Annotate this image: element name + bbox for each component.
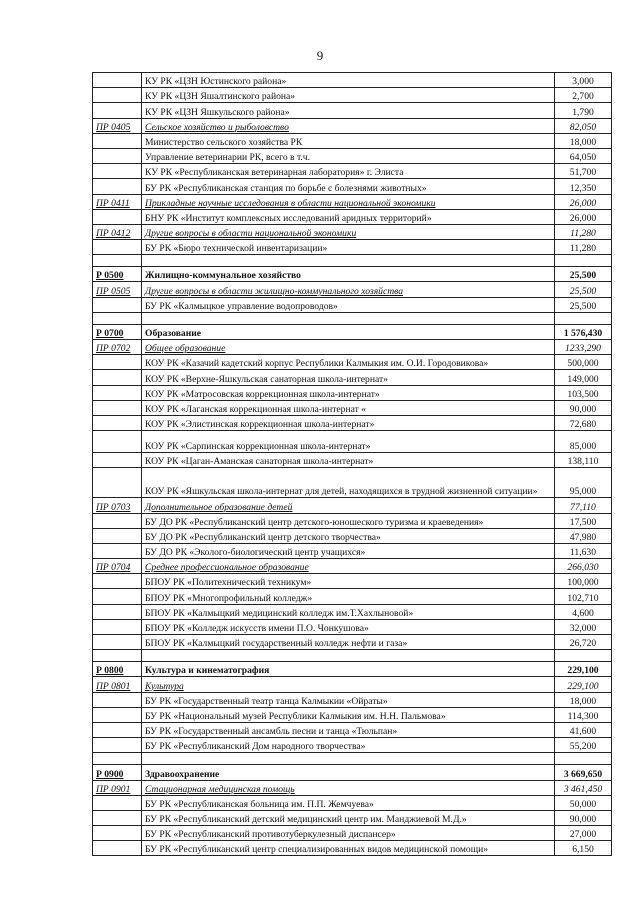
spacer-row: [93, 255, 612, 267]
row-name: БУ РК «Республиканская больница им. П.П. Жемчуева»: [142, 795, 555, 810]
row-name: Стационарная медицинская помощь: [142, 780, 555, 795]
row-name: КОУ РК «Матросовская коррекционная школа-интернат»: [142, 385, 555, 400]
table-row: [93, 513, 612, 528]
row-name: БУ РК «Государственный театр танца Калмыкии «Ойраты»: [142, 692, 555, 707]
table-row: [93, 841, 612, 856]
row-code: [93, 604, 142, 619]
row-code: ПР 0505: [93, 282, 142, 297]
table-row: [93, 88, 612, 103]
row-name: БПОУ РК «Калмыцкий государственный колледж нефти и газа»: [142, 635, 555, 650]
row-amount: 26,000: [555, 209, 612, 224]
subsection-row: [93, 780, 612, 795]
row-code: [93, 543, 142, 558]
section-row: [93, 267, 612, 282]
row-code: ПР 0412: [93, 224, 142, 239]
row-code: Р 0800: [93, 662, 142, 677]
row-code: [93, 826, 142, 841]
row-amount: 25,500: [555, 297, 612, 312]
subsection-row: [93, 224, 612, 239]
row-name: [142, 650, 555, 662]
row-code: [93, 164, 142, 179]
row-code: [93, 312, 142, 324]
table-row: [93, 73, 612, 88]
row-name: КОУ РК «Сарпинская коррекционная школа-интернат»: [142, 431, 555, 453]
table-row: [93, 619, 612, 634]
row-name: БУ РК «Республиканский противотуберкулезный диспансер»: [142, 826, 555, 841]
row-code: [93, 841, 142, 856]
row-code: ПР 0405: [93, 118, 142, 133]
table-row: [93, 400, 612, 415]
row-amount: 50,000: [555, 795, 612, 810]
row-amount: 90,000: [555, 400, 612, 415]
row-amount: 100,000: [555, 574, 612, 589]
row-amount: 41,600: [555, 722, 612, 737]
row-amount: 11,630: [555, 543, 612, 558]
row-amount: 82,050: [555, 118, 612, 133]
row-amount: 72,680: [555, 415, 612, 430]
row-name: Среднее профессиональное образование: [142, 559, 555, 574]
budget-table: [92, 72, 612, 856]
row-code: [93, 73, 142, 88]
row-code: [93, 88, 142, 103]
row-name: БПОУ РК «Многопрофильный колледж»: [142, 589, 555, 604]
row-code: ПР 0411: [93, 194, 142, 209]
row-amount: 25,500: [555, 282, 612, 297]
row-amount: 11,280: [555, 224, 612, 239]
table-row: [93, 707, 612, 722]
page-number: 9: [316, 48, 324, 63]
row-code: [93, 795, 142, 810]
table-row: [93, 179, 612, 194]
row-code: [93, 179, 142, 194]
row-amount: 229,100: [555, 677, 612, 692]
row-amount: 18,000: [555, 133, 612, 148]
table-row: [93, 589, 612, 604]
table-row: [93, 574, 612, 589]
section-row: [93, 324, 612, 339]
row-amount: 32,000: [555, 619, 612, 634]
row-amount: [555, 650, 612, 662]
row-code: [93, 513, 142, 528]
row-amount: 26,000: [555, 194, 612, 209]
spacer-row: [93, 312, 612, 324]
row-amount: 18,000: [555, 692, 612, 707]
row-name: Сельское хозяйство и рыболовство: [142, 118, 555, 133]
row-code: [93, 468, 142, 498]
row-amount: 266,030: [555, 559, 612, 574]
row-name: КУ РК «Республиканская ветеринарная лаборатория» г. Элиста: [142, 164, 555, 179]
subsection-row: [93, 340, 612, 355]
table-row: [93, 355, 612, 370]
row-name: [142, 312, 555, 324]
row-name: Культура: [142, 677, 555, 692]
row-amount: 229,100: [555, 662, 612, 677]
budget-table-body: [93, 73, 612, 856]
row-amount: [555, 255, 612, 267]
row-code: [93, 103, 142, 118]
row-amount: 77,110: [555, 498, 612, 513]
row-name: БНУ РК «Институт комплексных исследований аридных территорий»: [142, 209, 555, 224]
row-name: БУ ДО РК «Республиканский центр детского-юношеского туризма и краеведения»: [142, 513, 555, 528]
table-row: [93, 103, 612, 118]
row-code: ПР 0702: [93, 340, 142, 355]
table-row: [93, 738, 612, 753]
row-name: КУ РК «ЦЗН Юстинского района»: [142, 73, 555, 88]
row-code: [93, 810, 142, 825]
row-amount: 27,000: [555, 826, 612, 841]
row-code: ПР 0901: [93, 780, 142, 795]
row-name: БУ РК «Республиканский центр специализированных видов медицинской помощи»: [142, 841, 555, 856]
row-name: БУ РК «Бюро технической инвентаризации»: [142, 240, 555, 255]
table-row: [93, 722, 612, 737]
row-amount: 12,350: [555, 179, 612, 194]
row-amount: 26,720: [555, 635, 612, 650]
subsection-row: [93, 194, 612, 209]
row-name: КОУ РК «Элистинская коррекционная школа-интернат»: [142, 415, 555, 430]
row-name: БУ РК «Республиканский детский медицинский центр им. Манджиевой М.Д.»: [142, 810, 555, 825]
row-code: ПР 0703: [93, 498, 142, 513]
table-row: [93, 164, 612, 179]
table-row: [93, 810, 612, 825]
row-name: Культура и кинематография: [142, 662, 555, 677]
row-code: Р 0700: [93, 324, 142, 339]
row-code: [93, 453, 142, 468]
row-code: [93, 707, 142, 722]
table-row: [93, 240, 612, 255]
row-amount: 17,500: [555, 513, 612, 528]
table-row: [93, 692, 612, 707]
table-row: [93, 415, 612, 430]
table-row: [93, 604, 612, 619]
row-code: [93, 133, 142, 148]
table-row: [93, 468, 612, 498]
row-code: [93, 370, 142, 385]
row-name: КОУ РК «Казачий кадетский корпус Республики Калмыкия им. О.И. Городовикова»: [142, 355, 555, 370]
row-name: [142, 753, 555, 765]
table-row: [93, 528, 612, 543]
row-name: БПОУ РК «Калмыцкий медицинский колледж им.Т.Хахлыновой»: [142, 604, 555, 619]
row-name: Жилищно-коммунальное хозяйство: [142, 267, 555, 282]
row-name: КОУ РК «Верхне-Яшкульская санаторная школа-интернат»: [142, 370, 555, 385]
row-name: Управление ветеринарии РК, всего в т.ч.: [142, 148, 555, 163]
row-code: [93, 528, 142, 543]
row-amount: 85,000: [555, 431, 612, 453]
row-name: Дополнительное образование детей: [142, 498, 555, 513]
row-amount: 138,110: [555, 453, 612, 468]
table-row: [93, 133, 612, 148]
subsection-row: [93, 498, 612, 513]
row-name: КУ РК «ЦЗН Яшкульского района»: [142, 103, 555, 118]
row-name: БУ ДО РК «Республиканский центр детского творчества»: [142, 528, 555, 543]
row-amount: 1233,290: [555, 340, 612, 355]
row-amount: 1 576,430: [555, 324, 612, 339]
subsection-row: [93, 677, 612, 692]
spacer-row: [93, 753, 612, 765]
row-code: Р 0500: [93, 267, 142, 282]
row-name: БУ РК «Калмыцкое управление водопроводов»: [142, 297, 555, 312]
row-code: [93, 650, 142, 662]
row-name: БУ РК «Национальный музей Республики Калмыкия им. Н.Н. Пальмова»: [142, 707, 555, 722]
row-code: [93, 385, 142, 400]
row-amount: 25,500: [555, 267, 612, 282]
row-amount: 3 669,650: [555, 765, 612, 780]
row-amount: 500,000: [555, 355, 612, 370]
row-amount: 55,200: [555, 738, 612, 753]
table-row: [93, 826, 612, 841]
row-name: Прикладные научные исследования в области национальной экономики: [142, 194, 555, 209]
row-name: КОУ РК «Яшкульская школа-интернат для детей, находящихся в трудной жизненной ситуации»: [142, 468, 555, 498]
row-code: [93, 619, 142, 634]
table-row: [93, 385, 612, 400]
row-code: Р 0900: [93, 765, 142, 780]
section-row: [93, 662, 612, 677]
row-name: КОУ РК «Лаганская коррекционная школа-интернат «: [142, 400, 555, 415]
row-name: БПОУ РК «Политехнический техникум»: [142, 574, 555, 589]
row-name: БУ РК «Государственный ансамбль песни и танца «Тюльпан»: [142, 722, 555, 737]
row-name: БУ РК «Республиканский Дом народного творчества»: [142, 738, 555, 753]
row-name: Здравоохранение: [142, 765, 555, 780]
row-code: [93, 209, 142, 224]
table-row: [93, 795, 612, 810]
row-code: [93, 355, 142, 370]
row-code: [93, 255, 142, 267]
row-code: [93, 431, 142, 453]
row-amount: 95,000: [555, 468, 612, 498]
row-code: [93, 148, 142, 163]
row-amount: 64,050: [555, 148, 612, 163]
row-amount: 3,000: [555, 73, 612, 88]
table-row: [93, 209, 612, 224]
row-name: [142, 255, 555, 267]
row-amount: 3 461,450: [555, 780, 612, 795]
section-row: [93, 765, 612, 780]
row-name: БПОУ РК «Колледж искусств имени П.О. Чонкушова»: [142, 619, 555, 634]
row-code: [93, 722, 142, 737]
row-code: ПР 0704: [93, 559, 142, 574]
row-amount: 1,790: [555, 103, 612, 118]
row-code: ПР 0801: [93, 677, 142, 692]
subsection-row: [93, 118, 612, 133]
table-row: [93, 370, 612, 385]
row-name: Министерство сельского хозяйства РК: [142, 133, 555, 148]
row-amount: 149,000: [555, 370, 612, 385]
row-code: [93, 400, 142, 415]
table-row: [93, 148, 612, 163]
spacer-row: [93, 650, 612, 662]
table-row: [93, 297, 612, 312]
row-code: [93, 240, 142, 255]
row-amount: 47,980: [555, 528, 612, 543]
row-amount: 11,280: [555, 240, 612, 255]
row-name: Другие вопросы в области национальной экономики: [142, 224, 555, 239]
table-row: [93, 635, 612, 650]
row-code: [93, 297, 142, 312]
row-name: БУ ДО РК «Эколого-биологический центр учащихся»: [142, 543, 555, 558]
row-amount: 90,000: [555, 810, 612, 825]
row-name: Общее образование: [142, 340, 555, 355]
row-code: [93, 738, 142, 753]
subsection-row: [93, 282, 612, 297]
subsection-row: [93, 559, 612, 574]
row-code: [93, 753, 142, 765]
row-name: БУ РК «Республиканская станция по борьбе с болезнями животных»: [142, 179, 555, 194]
row-amount: 4,600: [555, 604, 612, 619]
row-amount: [555, 312, 612, 324]
row-code: [93, 415, 142, 430]
row-amount: 2,700: [555, 88, 612, 103]
row-name: КУ РК «ЦЗН Яшалтинского района»: [142, 88, 555, 103]
row-name: КОУ РК «Цаган-Аманская санаторная школа-интернат»: [142, 453, 555, 468]
row-amount: [555, 753, 612, 765]
row-code: [93, 574, 142, 589]
table-row: [93, 543, 612, 558]
row-code: [93, 635, 142, 650]
table-row: [93, 431, 612, 453]
row-name: Образование: [142, 324, 555, 339]
row-name: Другие вопросы в области жилищно-коммунального хозяйства: [142, 282, 555, 297]
row-amount: 51,700: [555, 164, 612, 179]
row-code: [93, 692, 142, 707]
table-row: [93, 453, 612, 468]
row-amount: 6,150: [555, 841, 612, 856]
row-code: [93, 589, 142, 604]
row-amount: 102,710: [555, 589, 612, 604]
row-amount: 103,500: [555, 385, 612, 400]
row-amount: 114,300: [555, 707, 612, 722]
